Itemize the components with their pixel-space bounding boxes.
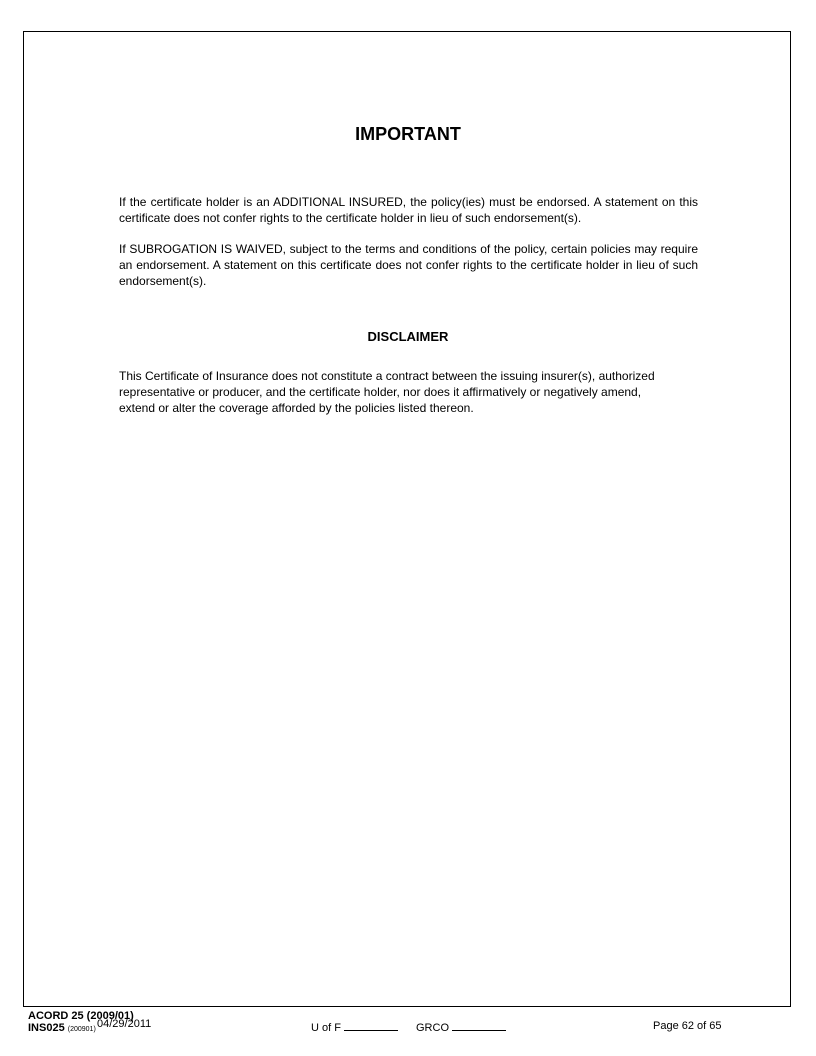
uof-label: U of F bbox=[311, 1022, 341, 1034]
page-border bbox=[23, 31, 791, 1007]
page-number: Page 62 of 65 bbox=[653, 1020, 722, 1032]
grco-initial-blank bbox=[452, 1020, 506, 1031]
grco-field bbox=[416, 1020, 506, 1034]
form-date: 04/29/2011 bbox=[97, 1018, 152, 1030]
page-footer bbox=[0, 1009, 816, 1039]
form-code-label: INS025 bbox=[28, 1022, 65, 1034]
subrogation-paragraph: If SUBROGATION IS WAIVED, subject to the terms and conditions of the policy, certain policies may require an endorsement. A statement on this certificate does not confer rights to the certificate holder in lieu of such endorsement(s). bbox=[119, 242, 698, 288]
uof-initial-blank bbox=[344, 1020, 398, 1031]
uof-field bbox=[311, 1020, 398, 1034]
form-code-version: (200901) bbox=[67, 1026, 96, 1033]
additional-insured-paragraph: If the certificate holder is an ADDITIONAL INSURED, the policy(ies) must be endorsed. A statement on this certificate does not confer rights to the certificate holder in lieu of such endorsement(s). bbox=[119, 195, 698, 225]
disclaimer-heading: DISCLAIMER bbox=[367, 329, 449, 344]
form-code bbox=[28, 1022, 96, 1036]
grco-label: GRCO bbox=[416, 1022, 449, 1034]
disclaimer-paragraph: This Certificate of Insurance does not constitute a contract between the issuing insurer(s), authorized representative or producer, and the certificate holder, nor does it affirmatively or negatively amend, extend or alter the coverage afforded by the policies listed thereon. bbox=[119, 369, 655, 415]
form-id: ACORD 25 (2009/01) bbox=[28, 1010, 134, 1022]
important-heading: IMPORTANT bbox=[355, 124, 461, 144]
